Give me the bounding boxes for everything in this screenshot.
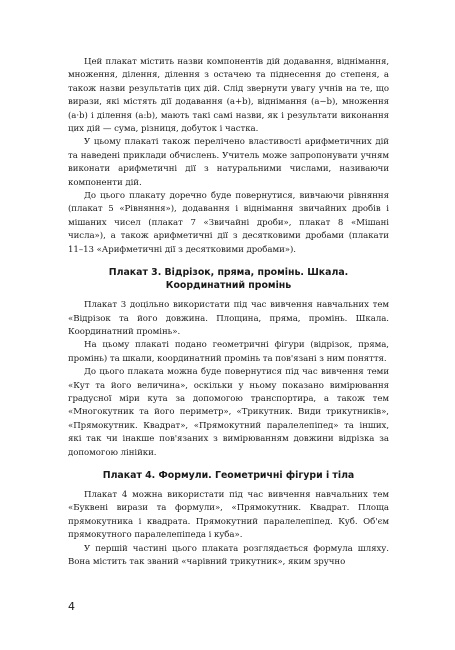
page-number: 4 (68, 600, 75, 613)
paragraph: У першій частині цього плаката розглядається формула шляху. Вона містить так званий «чарівний трикутник», яким зручно (68, 543, 389, 567)
paragraph: Цей плакат містить назви компонентів дій додавання, віднімання, множення, ділення, ділення з остачею та піднесення до степеня, а також назви результатів цих дій. Слід звернути увагу учнів на те, що вирази, які містять дії додавання (a+b), віднімання (a−b), множення (a·b) і ділення (a:b), мають такі самі назви, як і результати виконання цих дій — сума, різниця, добуток і частка. (68, 57, 389, 135)
paragraph: До цього плакату доречно буде повернутися, вивчаючи рівняння (плакат 5 «Рівняння»), додавання і віднімання звичайних дробів і мішаних чисел (плакат 7 «Звичайні дроби», плакат 8 «Мішані числа»), а також арифметичні дії з десятковими дробами (плакати 11–13 «Арифметичні дії з десятковими дробами»). (68, 191, 389, 255)
paragraph: Плакат 4 можна використати під час вивчення навчальних тем «Буквені вирази та формули», «Прямокутник. Квадрат. Площа прямокутника і квадрата. Прямокутний паралелепіпед. Куб. Об'єм прямокутного паралелепіпеда і куба». (68, 489, 389, 541)
paragraph: У цьому плакаті також перелічено властивості арифметичних дій та наведені приклади обчислень. Учитель може запропонувати учням виконати арифметичні дії з натуральними числами, називаючи компоненти дій. (68, 137, 389, 188)
paragraph: Плакат 3 доцільно використати під час вивчення навчальних тем «Відрізок та його довжина. Площина, пряма, промінь. Шкала. Координатний промінь». (68, 300, 389, 337)
section-heading-plakat-3: Плакат 3. Відрізок, пряма, промінь. Шкала. Координатний промінь (108, 267, 349, 292)
page-body (68, 56, 389, 569)
paragraph: До цього плаката можна буде повернутися під час вивчення теми «Кут та його величина», оскільки у ньому показано вимірювання градусної міри кута за допомогою транспортира, а також тем «Многокутник та його периметр», «Трикутник. Види трикутників», «Прямокутник. Квадрат», «Прямокутний паралелепіпед» та інших, які так чи інакше пов'язаних з вимірюванням довжини відрізка за допомогою лінійки. (68, 367, 389, 458)
paragraph: На цьому плакаті подано геометричні фігури (відрізок, пряма, промінь) та шкали, координатний промінь та пов'язані з ним поняття. (68, 340, 389, 364)
section-heading-plakat-4: Плакат 4. Формули. Геометричні фігури і тіла (102, 469, 355, 481)
